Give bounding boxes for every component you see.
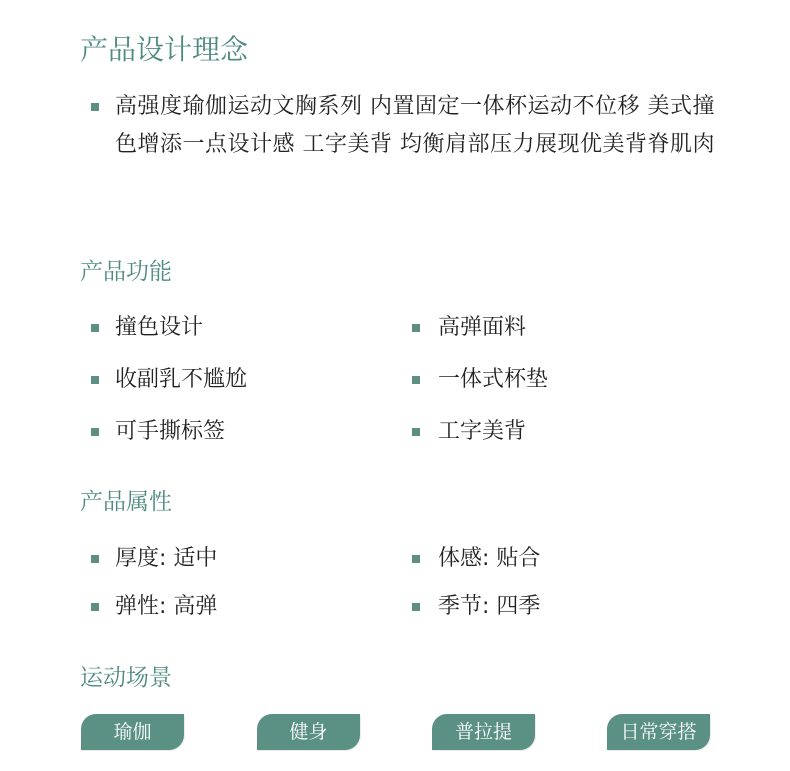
attribute-item: 体感: 贴合 xyxy=(438,546,541,571)
feature-item: 高弹面料 xyxy=(438,315,527,340)
scene-tag-pilates: 普拉提 xyxy=(432,714,535,750)
feature-item: 收副乳不尴尬 xyxy=(115,367,248,392)
attribute-bullet xyxy=(91,603,99,611)
concept-title: 产品设计理念 xyxy=(80,33,249,66)
feature-bullet xyxy=(91,428,99,436)
feature-bullet xyxy=(91,376,99,384)
concept-text: 高强度瑜伽运动文胸系列 内置固定一体杯运动不位移 美式撞色增添一点设计感 工字美背 均衡肩部压力展现优美背脊肌肉 xyxy=(115,94,715,157)
scene-tag-daily-wear: 日常穿搭 xyxy=(607,714,710,750)
feature-bullet xyxy=(91,324,99,332)
feature-item: 撞色设计 xyxy=(115,315,204,340)
feature-bullet xyxy=(412,376,420,384)
scene-tag-fitness: 健身 xyxy=(257,714,360,750)
feature-item: 工字美背 xyxy=(438,419,527,444)
scenes-title: 运动场景 xyxy=(80,665,172,691)
attribute-item: 季节: 四季 xyxy=(438,594,541,619)
concept-bullet xyxy=(91,103,99,111)
feature-bullet xyxy=(412,428,420,436)
scene-tag-yoga: 瑜伽 xyxy=(81,714,184,750)
attribute-item: 弹性: 高弹 xyxy=(115,594,218,619)
feature-bullet xyxy=(412,324,420,332)
attribute-bullet xyxy=(412,555,420,563)
features-title: 产品功能 xyxy=(80,259,172,285)
attribute-bullet xyxy=(91,555,99,563)
feature-item: 一体式杯垫 xyxy=(438,367,549,392)
feature-item: 可手撕标签 xyxy=(115,419,226,444)
attribute-bullet xyxy=(412,603,420,611)
attributes-title: 产品属性 xyxy=(80,489,172,515)
attribute-item: 厚度: 适中 xyxy=(115,546,218,571)
